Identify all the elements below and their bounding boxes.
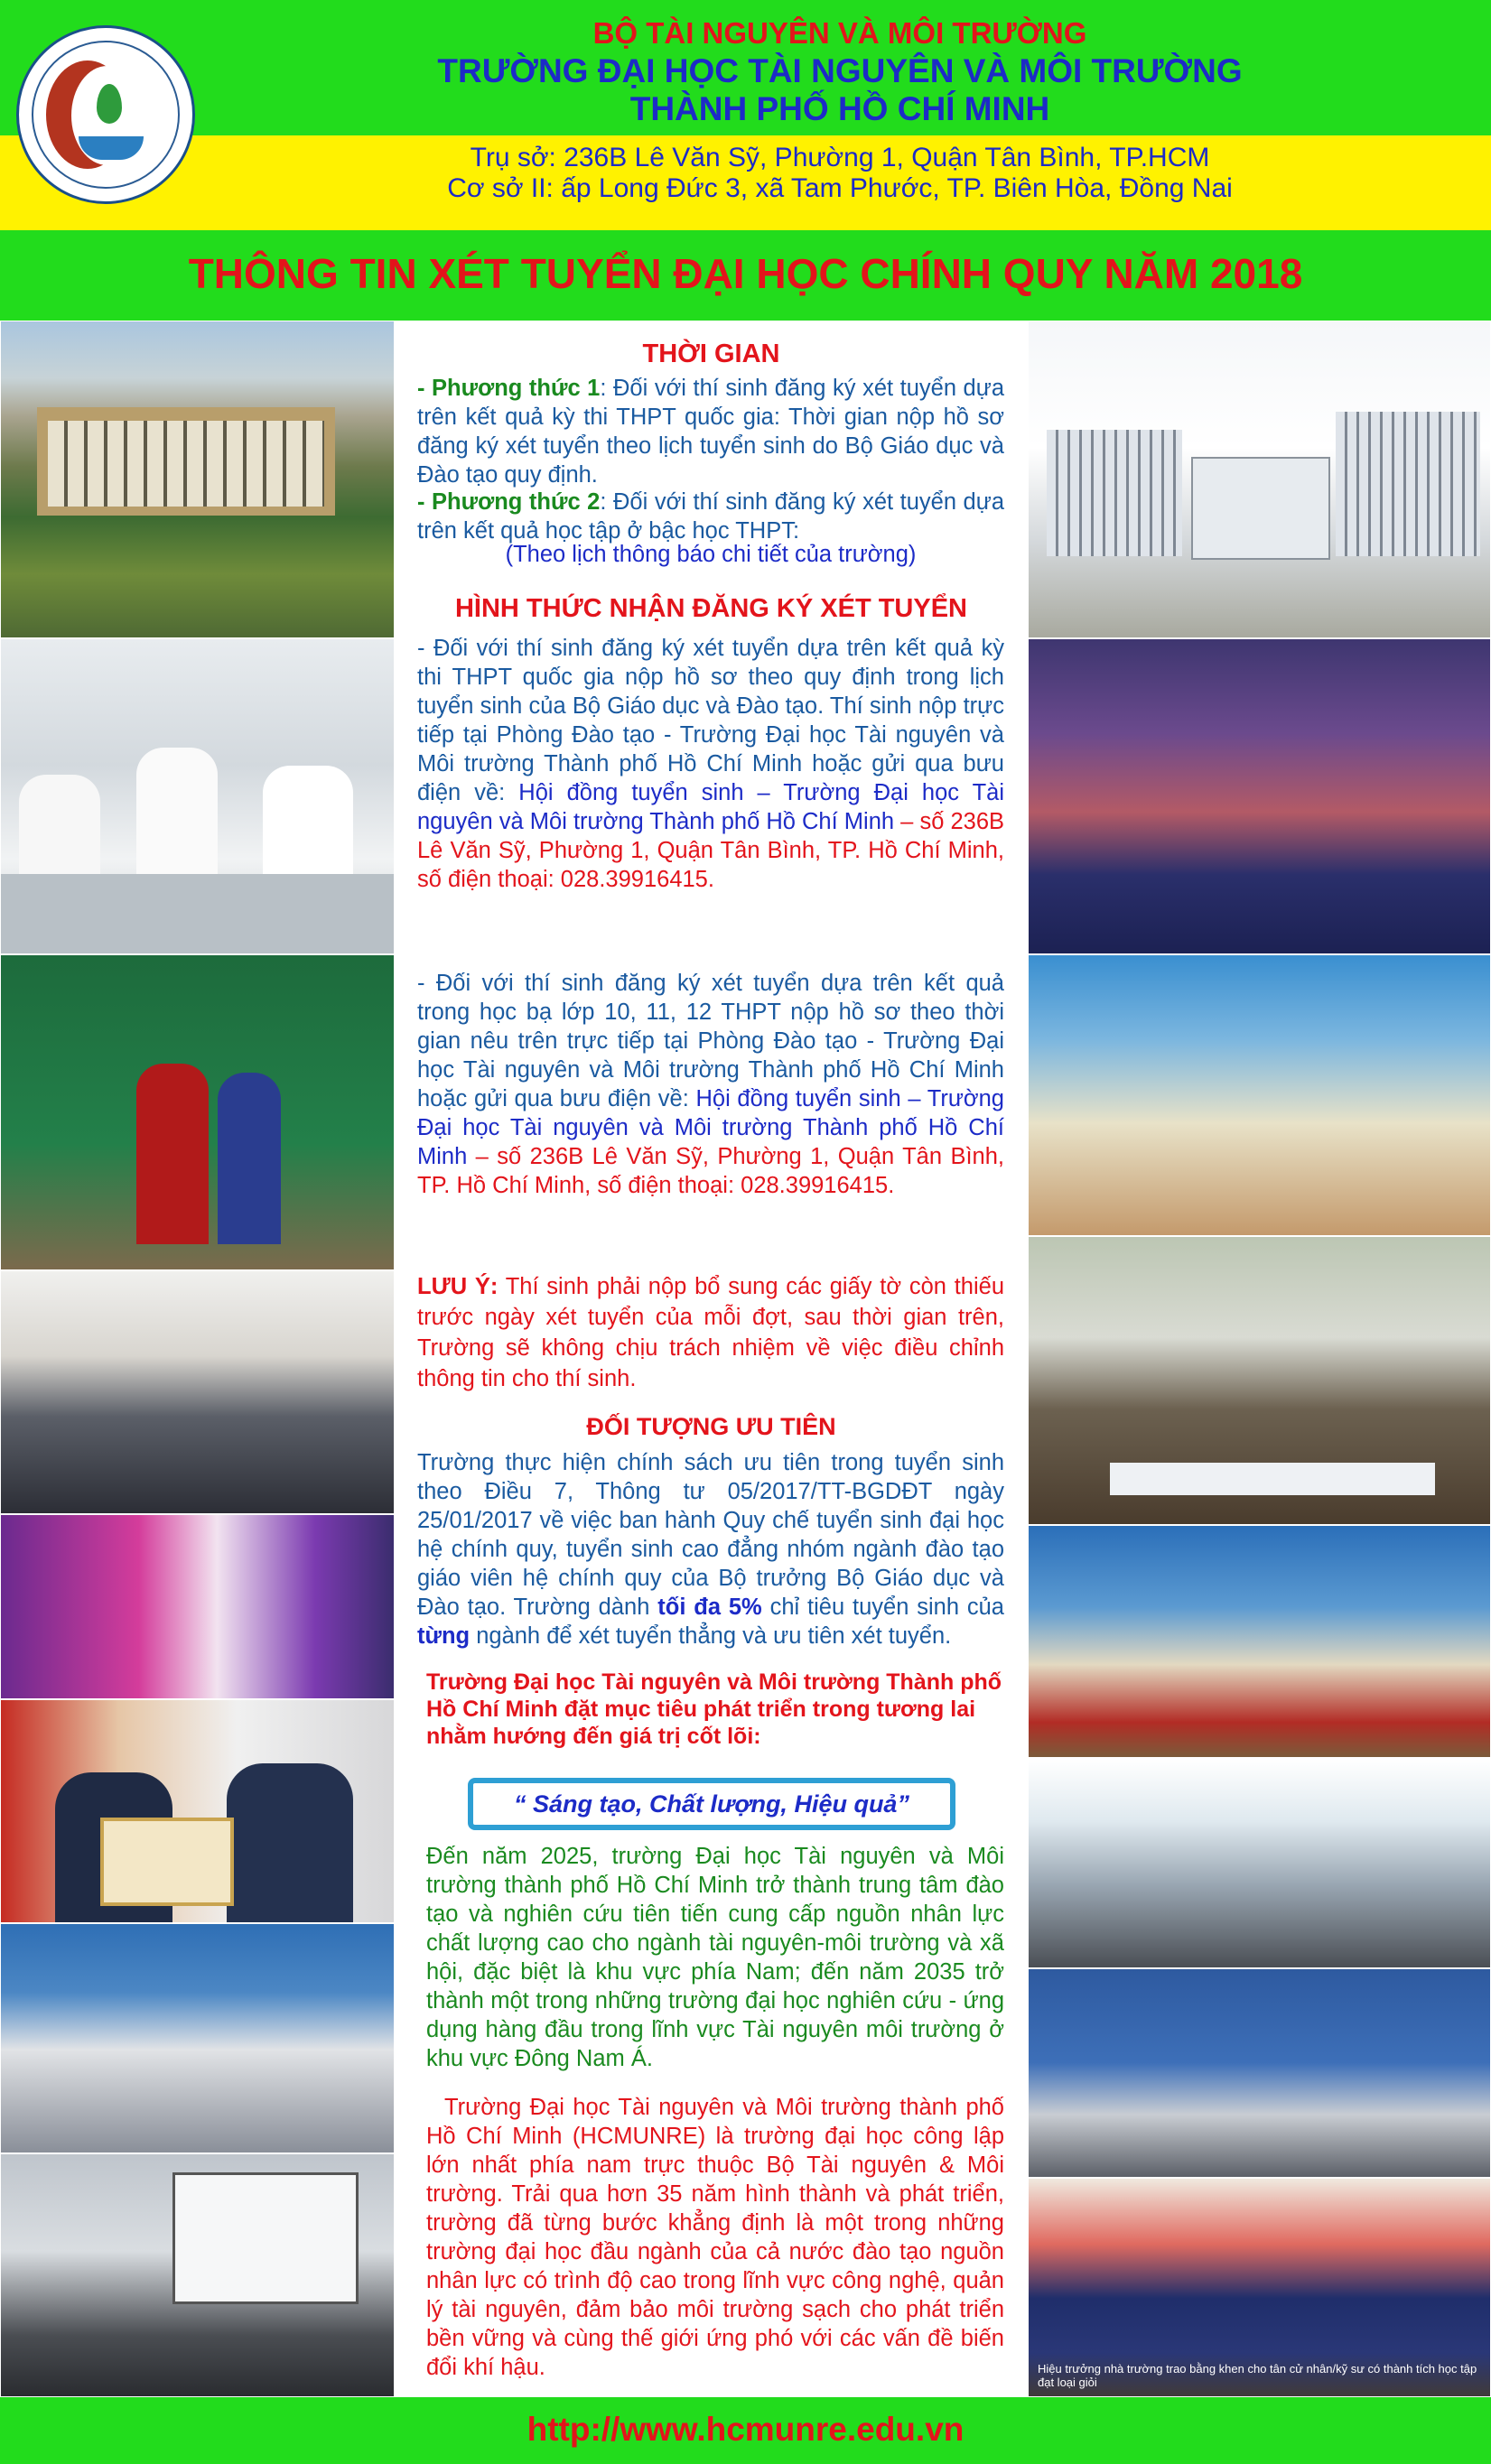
photo-award-presentation [0, 1699, 395, 1923]
section-heading-time: THỜI GIAN [642, 339, 780, 368]
photo-delegation-group [1028, 1968, 1491, 2178]
photo-opening-ceremony-award [1028, 1525, 1491, 1758]
method-2-paragraph: - Phương thức 2: Đối với thí sinh đăng ký xét tuyển dựa trên kết quả học tập ở bậc học THPT: [417, 489, 1004, 544]
vision-lead: Trường Đại học Tài nguyên và Môi trường Thành phố Hồ Chí Minh đặt mục tiêu phát triển trong tương lai nhằm hướng đến giá trị cốt lõi: [426, 1669, 1002, 1749]
photo-campus-aerial [0, 321, 395, 638]
photo-presentation-lecture [0, 2153, 395, 2397]
note-paragraph: LƯU Ý: Thí sinh phải nộp bổ sung các giấy tờ còn thiếu trước ngày xét tuyển của mỗi đợt, sau thời gian trên, Trường sẽ không chịu trách nhiệm về việc điều chỉnh thông tin cho thí sinh. [417, 1274, 1004, 1391]
website-link[interactable]: http://www.hcmunre.edu.vn [527, 2411, 964, 2448]
section-heading-priority: ĐỐI TƯỢNG ƯU TIÊN [586, 1413, 836, 1440]
core-values-quote: “ Sáng tạo, Chất lượng, Hiệu quả” [468, 1778, 955, 1830]
photo-laboratory [0, 638, 395, 954]
registration-paragraph-1: - Đối với thí sinh đăng ký xét tuyển dựa trên kết quả kỳ thi THPT quốc gia nộp hồ sơ theo quy định trong lịch tuyển sinh của Bộ Giáo dục và Đào tạo. Thí sinh nộp trực tiếp tại Phòng Đào tạo - Trường Đại học Tài nguyên và Môi trường Thành phố Hồ Chí Minh hoặc gửi qua bưu điện về: Hội đồng tuyển sinh – Trường Đại học Tài nguyên và Môi trường Thành phố Hồ Chí Minh – số 236B Lê Văn Sỹ, Phường 1, Quận Tân Bình, TP. Hồ Chí Minh, số điện thoại: 028.39916415. [417, 636, 1005, 892]
university-logo [16, 25, 195, 204]
registration-paragraph-2: - Đối với thí sinh đăng ký xét tuyển dựa trên kết quả trong học bạ lớp 10, 11, 12 THPT nộp hồ sơ theo thời gian nêu trên trực tiếp tại Phòng Đào tạo - Trường Đại học Tài nguyên và Môi trường Thành phố Hồ Chí Minh hoặc gửi qua bưu điện về: Hội đồng tuyển sinh – Trường Đại học Tài nguyên và Môi trường Thành phố Hồ Chí Minh – số 236B Lê Văn Sỹ, Phường 1, Quận Tân Bình, TP. Hồ Chí Minh, số điện thoại: 028.39916415. [417, 971, 1004, 1198]
vision-goal-paragraph: Đến năm 2025, trường Đại học Tài nguyên và Môi trường thành phố Hồ Chí Minh trở thành trung tâm đào tạo và nghiên cứu tiên tiến cung cấp nguồn nhân lực chất lượng cao cho ngành tài nguyên-môi trường và xã hội, đặc biệt là khu vực phía Nam; đến năm 2035 trở thành một trong những trường đại học nghiên cứu - ứng dụng hàng đầu trong lĩnh vực Tài nguyên môi trường ở khu vực Đông Nam Á. [426, 1844, 1004, 2071]
page-title: THÔNG TIN XÉT TUYỂN ĐẠI HỌC CHÍNH QUY NĂM 2018 [188, 250, 1303, 297]
photo-international-conference [1028, 1758, 1491, 1968]
about-paragraph: Trường Đại học Tài nguyên và Môi trường thành phố Hồ Chí Minh (HCMUNRE) là trường đại học công lập lớn nhất phía nam trực thuộc Bộ Tài nguyên & Môi trường. Trải qua hơn 35 năm hình thành và phát triển, trường đã từng bước khẳng định là một trong những trường đại học đầu ngành của cả nước đào tạo nguồn nhân lực có trình độ cao trong lĩnh vực công nghệ, quản lý tài nguyên, đảm bảo môi trường sạch cho phát triển bền vững và cùng thế giới ứng phó với các vấn đề biến đổi khí hậu. [426, 2095, 1004, 2380]
university-name: TRƯỜNG ĐẠI HỌC TÀI NGUYÊN VÀ MÔI TRƯỜNG [437, 52, 1243, 89]
photo-group-conference [0, 1270, 395, 1514]
photo-caption: Hiệu trưởng nhà trường trao bằng khen cho tân cử nhân/kỹ sư có thành tích học tập đạt loại giỏi [1038, 2362, 1477, 2389]
address-campus-2: Cơ sở II: ấp Long Đức 3, xã Tam Phước, TP. Biên Hòa, Đồng Nai [447, 173, 1233, 203]
photo-auditorium-graduates [1028, 638, 1491, 954]
priority-paragraph: Trường thực hiện chính sách ưu tiên trong tuyển sinh theo Điều 7, Thông tư 05/2017/TT-BGDĐT ngày 25/01/2017 về việc ban hành Quy chế tuyển sinh đại học hệ chính quy, tuyển sinh cao đẳng nhóm ngành đào tạo giáo viên hệ chính quy của Bộ trưởng Bộ Giáo dục và Đào tạo. Trường dành tối đa 5% chỉ tiêu tuyển sinh của từng ngành để xét tuyển thẳng và ưu tiên xét tuyển. [417, 1450, 1004, 1649]
photo-mou-signing [1028, 1236, 1491, 1525]
photo-group-flowers [0, 1923, 395, 2153]
address-main: Trụ sở: 236B Lê Văn Sỹ, Phường 1, Quận Tân Bình, TP.HCM [470, 143, 1210, 172]
section-heading-registration: HÌNH THỨC NHẬN ĐĂNG KÝ XÉT TUYỂN [454, 594, 967, 623]
photo-opening-ceremony-speech [1028, 954, 1491, 1236]
leaf-icon [97, 84, 122, 124]
photo-honor-graduates [1028, 2178, 1491, 2397]
photo-stage-performance [0, 1514, 395, 1699]
photo-new-campus-rendering [1028, 321, 1491, 638]
university-city: THÀNH PHỐ HỒ CHÍ MINH [629, 90, 1050, 127]
ministry-name: BỘ TÀI NGUYÊN VÀ MÔI TRƯỜNG [592, 16, 1087, 50]
method-2-note: (Theo lịch thông báo chi tiết của trường) [505, 542, 917, 567]
photo-graduation-ceremony [0, 954, 395, 1270]
method-1-paragraph: - Phương thức 1: Đối với thí sinh đăng ký xét tuyển dựa trên kết quả kỳ thi THPT quốc gia: Thời gian nộp hồ sơ đăng ký xét tuyển theo lịch tuyển sinh do Bộ Giáo dục và Đào tạo quy định. [417, 376, 1004, 488]
